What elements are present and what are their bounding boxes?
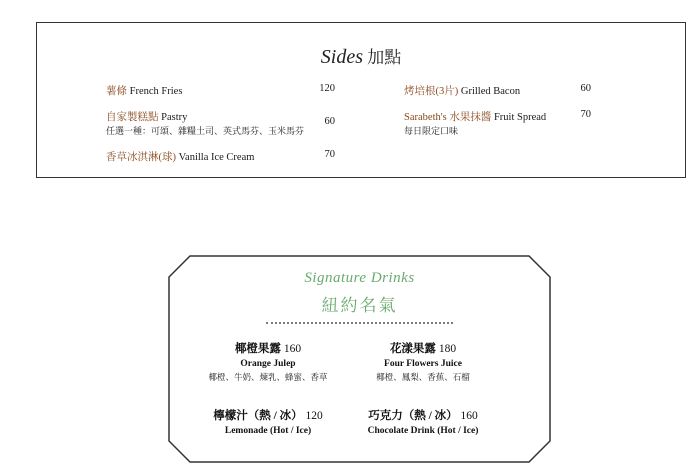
drink-item: 檸檬汁（熱 / 冰） 120 Lemonade (Hot / Ice) [213,410,323,436]
menu-item: 自家製糕點 Pastry [106,112,188,123]
drink-item: 巧克力（熱 / 冰） 160 Chocolate Drink (Hot / Ice) [367,410,479,436]
menu-item-note: 每日限定口味 [404,126,459,136]
sides-title-zh: 加點 [367,48,402,67]
menu-item: 薯條 French Fries [106,86,183,97]
menu-item: Sarabeth's 水果抹醬 Fruit Spread [404,112,547,123]
menu-item: 香草冰淇淋(球) Vanilla Ice Cream [106,152,255,163]
menu-item-price: 60 [324,116,335,127]
drink-item: 花漾果露 180 Four Flowers Juice 椰橙、鳳梨、香蕉、石榴 [376,343,470,382]
menu-item: 烤培根(3片) Grilled Bacon [404,86,521,97]
sides-title [37,43,685,69]
drinks-section [168,255,551,463]
menu-item-price: 70 [324,149,335,160]
sides-title-script: Sides [320,46,363,68]
menu-item-price: 120 [319,83,335,94]
menu-item-price: 70 [580,109,591,120]
menu-item-price: 60 [580,83,591,94]
sides-section [36,22,686,178]
drinks-title-script: Signature Drinks [304,270,415,286]
drinks-title-zh: 紐約名氣 [321,296,398,315]
menu-item-note: 任選一種：可頌、雜糧土司、英式馬芬、玉米馬芬 [106,126,305,136]
drink-item: 椰橙果露 160 Orange Julep 椰橙、牛奶、煉乳、蜂蜜、香草 [208,343,328,382]
dotted-divider [266,322,453,324]
